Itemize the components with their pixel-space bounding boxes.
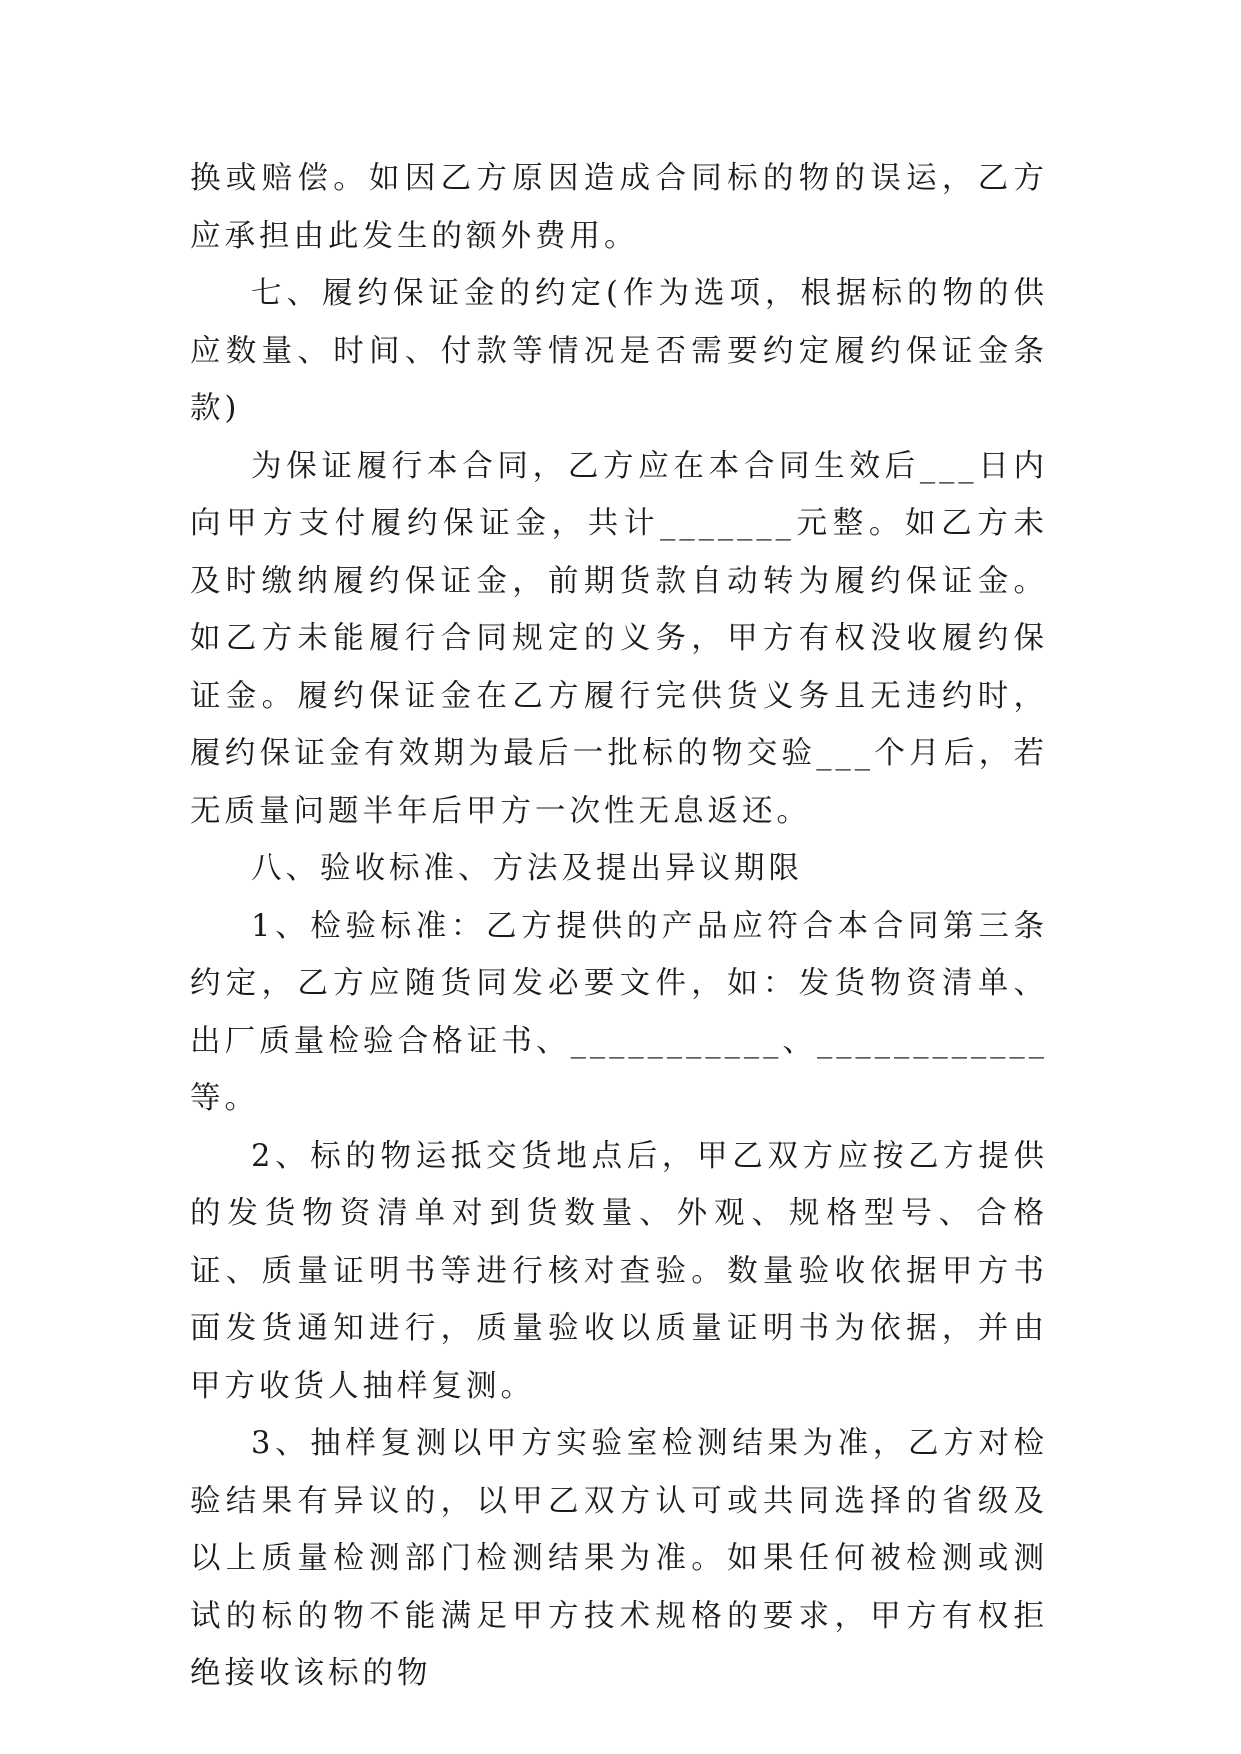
paragraph-7-sampling-retest bbox=[190, 1415, 1048, 1703]
paragraph-text: 个月后，若无质量问题半年后甲方一次性无息返还。 bbox=[190, 736, 1049, 829]
paragraph-text: 、 bbox=[782, 1023, 818, 1059]
fill-in-blank: ___ bbox=[919, 448, 978, 484]
document-page bbox=[190, 150, 1048, 1703]
fill-in-blank: ____________ bbox=[817, 1023, 1049, 1059]
paragraph-text: 换或赔偿。如因乙方原因造成合同标的物的误运，乙方应承担由此发生的额外费用。 bbox=[190, 161, 1048, 254]
paragraph-text: 日内向甲方支付履约保证金，共计 bbox=[190, 448, 1049, 541]
paragraph-text: 等。 bbox=[190, 1081, 259, 1116]
paragraph-text: 1、检验标准：乙方提供的产品应符合本合同第三条约定，乙方应随货同发必要文件，如：发货物资清单、出厂质量检验合格证书、 bbox=[190, 908, 1048, 1059]
paragraph-text: 七、履约保证金的约定(作为选项，根据标的物的供应数量、时间、付款等情况是否需要约定履约保证金条款) bbox=[190, 276, 1048, 426]
fill-in-blank: _______ bbox=[660, 506, 795, 541]
paragraph-4-section-eight-heading bbox=[190, 840, 1048, 898]
paragraph-text: 3、抽样复测以甲方实验室检测结果为准，乙方对检验结果有异议的，以甲乙双方认可或共同选择的省级及以上质量检测部门检测结果为准。如果任何被检测或测试的标的物不能满足甲方技术规格的要求，甲方有权拒绝接收该标的物 bbox=[190, 1426, 1048, 1691]
paragraph-text: 元整。如乙方未及时缴纳履约保证金，前期货款自动转为履约保证金。如乙方未能履行合同规定的义务，甲方有权没收履约保证金。履约保证金在乙方履行完供货义务且无违约时，履约保证金有效期为最后一批标的物交验 bbox=[190, 506, 1049, 771]
paragraph-text: 2、标的物运抵交货地点后，甲乙双方应按乙方提供的发货物资清单对到货数量、外观、规格型号、合格证、质量证明书等进行核对查验。数量验收依据甲方书面发货通知进行，质量验收以质量证明书为依据，并由甲方收货人抽样复测。 bbox=[190, 1138, 1048, 1404]
paragraph-6-delivery-inspection bbox=[190, 1128, 1048, 1416]
fill-in-blank: ___________ bbox=[570, 1023, 783, 1059]
paragraph-1 bbox=[190, 150, 1048, 265]
paragraph-2-section-seven-heading bbox=[190, 265, 1048, 438]
paragraph-text: 八、验收标准、方法及提出异议期限 bbox=[251, 851, 803, 886]
paragraph-text: 为保证履行本合同，乙方应在本合同生效后 bbox=[251, 448, 920, 484]
paragraph-3-deposit-terms bbox=[190, 438, 1048, 841]
paragraph-5-inspection-standard bbox=[190, 898, 1048, 1128]
fill-in-blank: ___ bbox=[816, 736, 875, 771]
